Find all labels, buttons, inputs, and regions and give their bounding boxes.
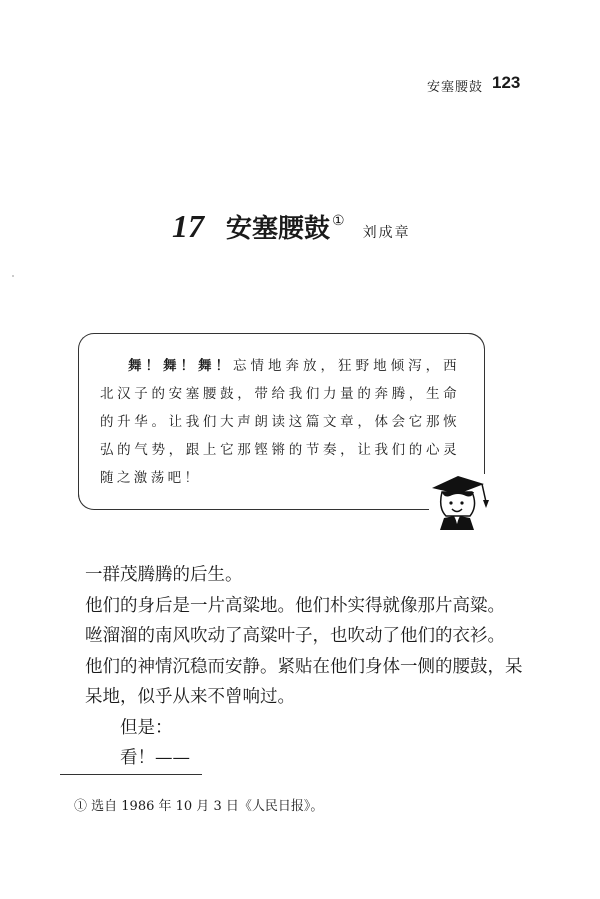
body-text [85, 560, 530, 774]
paragraph: 咝溜溜的南风吹动了高粱叶子，也吹动了他们的衣衫。 [85, 626, 505, 646]
running-header-title: 安塞腰鼓 [427, 80, 484, 95]
lesson-number: 17 [172, 208, 204, 244]
page-number: 123 [492, 73, 521, 92]
intro-box-right-edge [468, 333, 485, 474]
footnote [74, 795, 323, 814]
lesson-heading [172, 208, 411, 245]
intro-box-bottom-edge [78, 493, 429, 510]
footnote-text: 选自 1986 年 10 月 3 日《人民日报》。 [91, 799, 324, 814]
intro-body: 忘情地奔放，狂野地倾泻，西北汉子的安塞腰鼓，带给我们力量的奔腾，生命的升华。让我们大声朗读这篇文章，体会它那恢弘的气势，跟上它那铿锵的节奏，让我们的心灵随之激荡吧！ [100, 358, 460, 486]
paragraph: 一群茂腾腾的后生。 [85, 565, 243, 585]
graduate-girl-icon [428, 468, 490, 530]
paragraph: 他们的神情沉稳而安静。紧贴在他们身体一侧的腰鼓，呆呆地，似乎从来不曾响过。 [85, 656, 523, 707]
footnote-marker: ① [74, 799, 88, 814]
author: 刘成章 [362, 225, 411, 241]
footnote-marker[interactable]: ① [332, 213, 345, 229]
paragraph: 但是： [120, 717, 173, 738]
intro-text [100, 352, 460, 492]
scan-speck [12, 275, 14, 277]
intro-lead: 舞！舞！舞！ [128, 358, 234, 374]
paragraph: 他们的身后是一片高粱地。他们朴实得就像那片高粱。 [85, 595, 505, 616]
footnote-divider [60, 774, 202, 775]
paragraph: 看！—— [120, 748, 190, 768]
lesson-title: 安塞腰鼓 [226, 214, 331, 244]
